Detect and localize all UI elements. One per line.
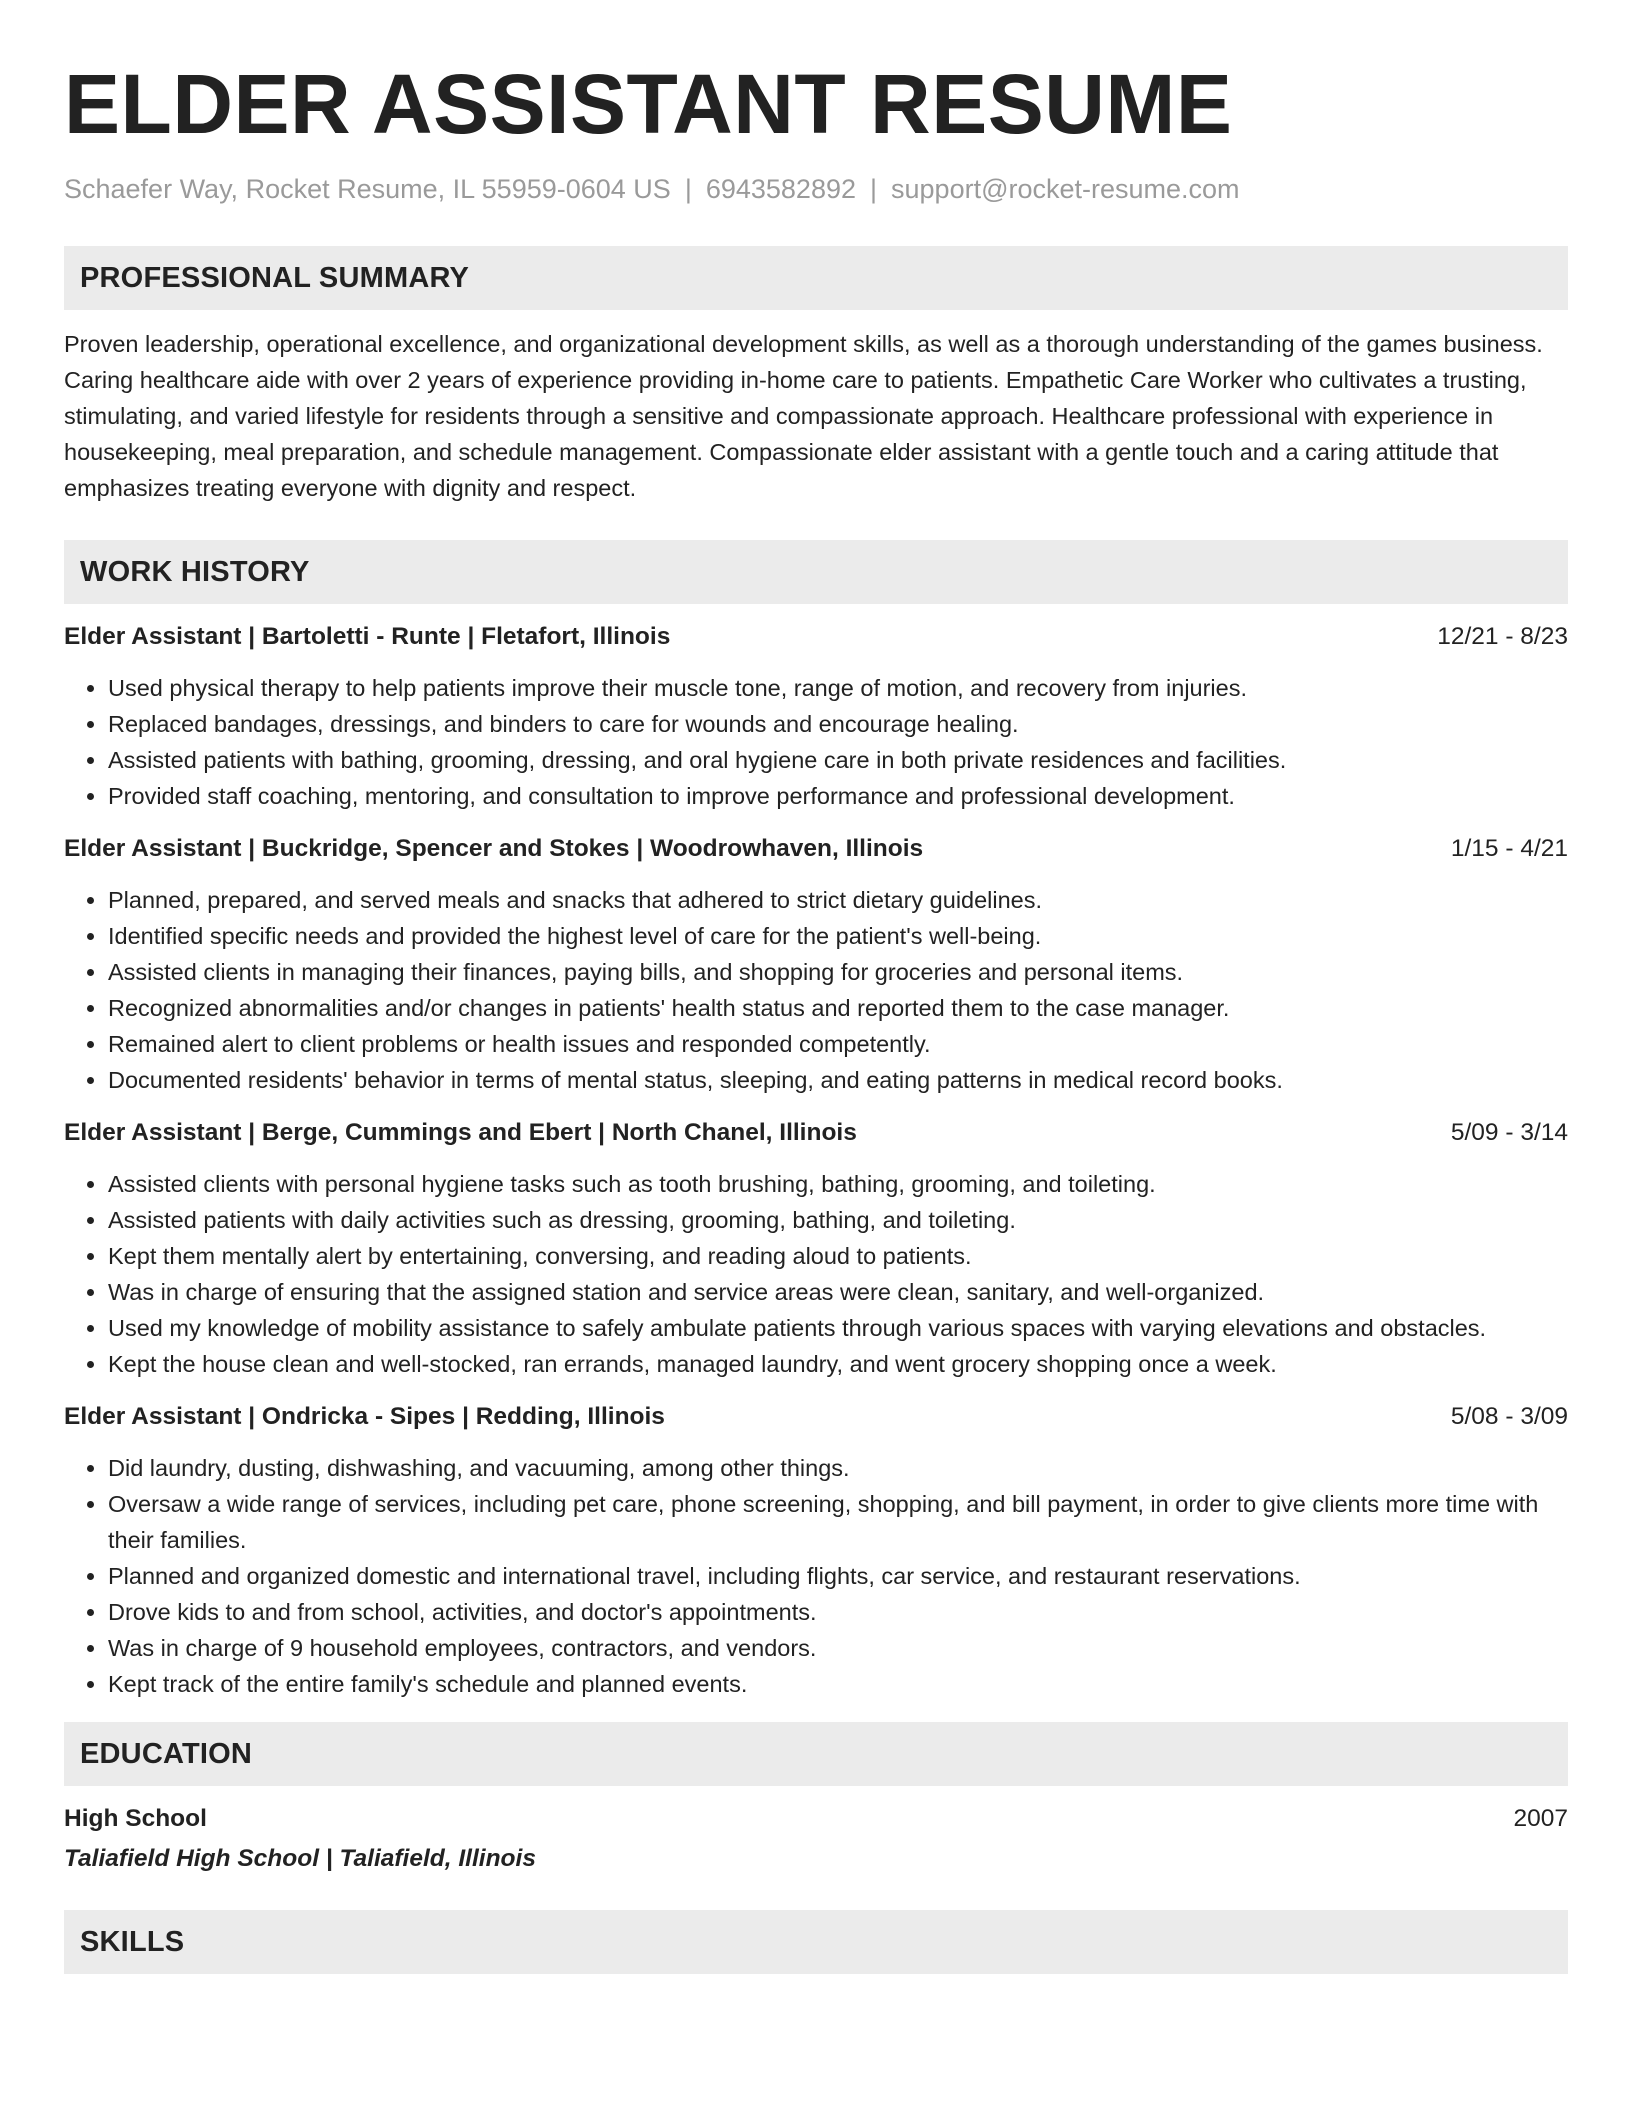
job-heading: Elder Assistant | Buckridge, Spencer and Stokes | Woodrowhaven, Illinois [64, 835, 924, 862]
job-bullet-list [64, 1166, 1568, 1382]
job-bullet: • Identified specific needs and provided the highest level of care for the patient's well-being. [108, 918, 1568, 954]
section-header-work-history: WORK HISTORY [64, 540, 1568, 604]
job-dates: 1/15 - 4/21 [1450, 835, 1568, 862]
job-bullet: • Assisted patients with daily activities such as dressing, grooming, bathing, and toileting. [108, 1202, 1568, 1238]
contact-address: Schaefer Way, Rocket Resume, IL 55959-0604 US [64, 174, 671, 204]
contact-email: support@rocket-resume.com [891, 174, 1240, 204]
job-bullet: • Oversaw a wide range of services, including pet care, phone screening, shopping, and bill payment, in order to give clients more time with their families. [108, 1486, 1568, 1558]
education-entry [64, 1802, 1568, 1876]
education-degree: High School [64, 1805, 207, 1832]
job-bullet: • Drove kids to and from school, activities, and doctor's appointments. [108, 1594, 1568, 1630]
job-entry [64, 1116, 1568, 1382]
job-dates: 5/08 - 3/09 [1450, 1403, 1568, 1430]
job-bullet: • Used my knowledge of mobility assistance to safely ambulate patients through various spaces with varying elevations and obstacles. [108, 1310, 1568, 1346]
contact-separator: | [684, 174, 692, 204]
section-header-summary: PROFESSIONAL SUMMARY [64, 246, 1568, 310]
resume-title: ELDER ASSISTANT RESUME [64, 57, 1233, 151]
job-bullet: • Planned and organized domestic and international travel, including flights, car service, and restaurant reservations. [108, 1558, 1568, 1594]
job-bullet: • Remained alert to client problems or health issues and responded competently. [108, 1026, 1568, 1062]
job-bullet: • Documented residents' behavior in terms of mental status, sleeping, and eating patterns in medical record books. [108, 1062, 1568, 1098]
job-bullet-list [64, 670, 1568, 814]
job-header [64, 1116, 1568, 1150]
job-bullet: • Assisted clients with personal hygiene tasks such as tooth brushing, bathing, grooming, and toileting. [108, 1166, 1568, 1202]
section-header-skills: SKILLS [64, 1910, 1568, 1974]
job-dates: 5/09 - 3/14 [1450, 1119, 1568, 1146]
job-bullet: • Kept the house clean and well-stocked, ran errands, managed laundry, and went grocery shopping once a week. [108, 1346, 1568, 1382]
contact-separator: | [870, 174, 878, 204]
contact-phone: 6943582892 [705, 174, 856, 204]
job-entry [64, 1400, 1568, 1702]
education-school: Taliafield High School | Taliafield, Illinois [64, 1845, 536, 1872]
job-heading: Elder Assistant | Ondricka - Sipes | Redding, Illinois [64, 1403, 665, 1430]
job-header [64, 832, 1568, 866]
job-header [64, 1400, 1568, 1434]
job-heading: Elder Assistant | Berge, Cummings and Ebert | North Chanel, Illinois [64, 1119, 857, 1146]
education-header [64, 1802, 1568, 1836]
job-bullet-list [64, 1450, 1568, 1702]
job-dates: 12/21 - 8/23 [1437, 623, 1568, 650]
job-heading: Elder Assistant | Bartoletti - Runte | Fletafort, Illinois [64, 623, 671, 650]
education-year: 2007 [1513, 1805, 1568, 1832]
job-bullet: • Assisted clients in managing their finances, paying bills, and shopping for groceries and personal items. [108, 954, 1568, 990]
job-bullet: • Recognized abnormalities and/or changes in patients' health status and reported them to the case manager. [108, 990, 1568, 1026]
contact-line [64, 172, 1568, 206]
job-bullet: • Assisted patients with bathing, grooming, dressing, and oral hygiene care in both private residences and facilities. [108, 742, 1568, 778]
job-bullet-list [64, 882, 1568, 1098]
summary-text: Proven leadership, operational excellence, and organizational development skills, as well as a thorough understanding of the games business. Caring healthcare aide with over 2 years of experience providing in-home care to patients. Empathetic Care Worker who cultivates a trusting, stimulating, and varied lifestyle for residents through a sensitive and compassionate approach. Healthcare professional with experience in housekeeping, meal preparation, and schedule management. Compassionate elder assistant with a gentle touch and a caring attitude that emphasizes treating everyone with dignity and respect. [64, 331, 1543, 501]
job-bullet: • Used physical therapy to help patients improve their muscle tone, range of motion, and recovery from injuries. [108, 670, 1568, 706]
job-bullet: • Kept them mentally alert by entertaining, conversing, and reading aloud to patients. [108, 1238, 1568, 1274]
job-bullet: • Planned, prepared, and served meals and snacks that adhered to strict dietary guidelines. [108, 882, 1568, 918]
job-header [64, 620, 1568, 654]
job-bullet: • Was in charge of 9 household employees, contractors, and vendors. [108, 1630, 1568, 1666]
job-bullet: • Did laundry, dusting, dishwashing, and vacuuming, among other things. [108, 1450, 1568, 1486]
job-entry [64, 832, 1568, 1098]
job-entry [64, 620, 1568, 814]
job-bullet: • Was in charge of ensuring that the assigned station and service areas were clean, sanitary, and well-organized. [108, 1274, 1568, 1310]
section-header-education: EDUCATION [64, 1722, 1568, 1786]
job-bullet: • Replaced bandages, dressings, and binders to care for wounds and encourage healing. [108, 706, 1568, 742]
job-bullet: • Kept track of the entire family's schedule and planned events. [108, 1666, 1568, 1702]
job-bullet: • Provided staff coaching, mentoring, and consultation to improve performance and professional development. [108, 778, 1568, 814]
